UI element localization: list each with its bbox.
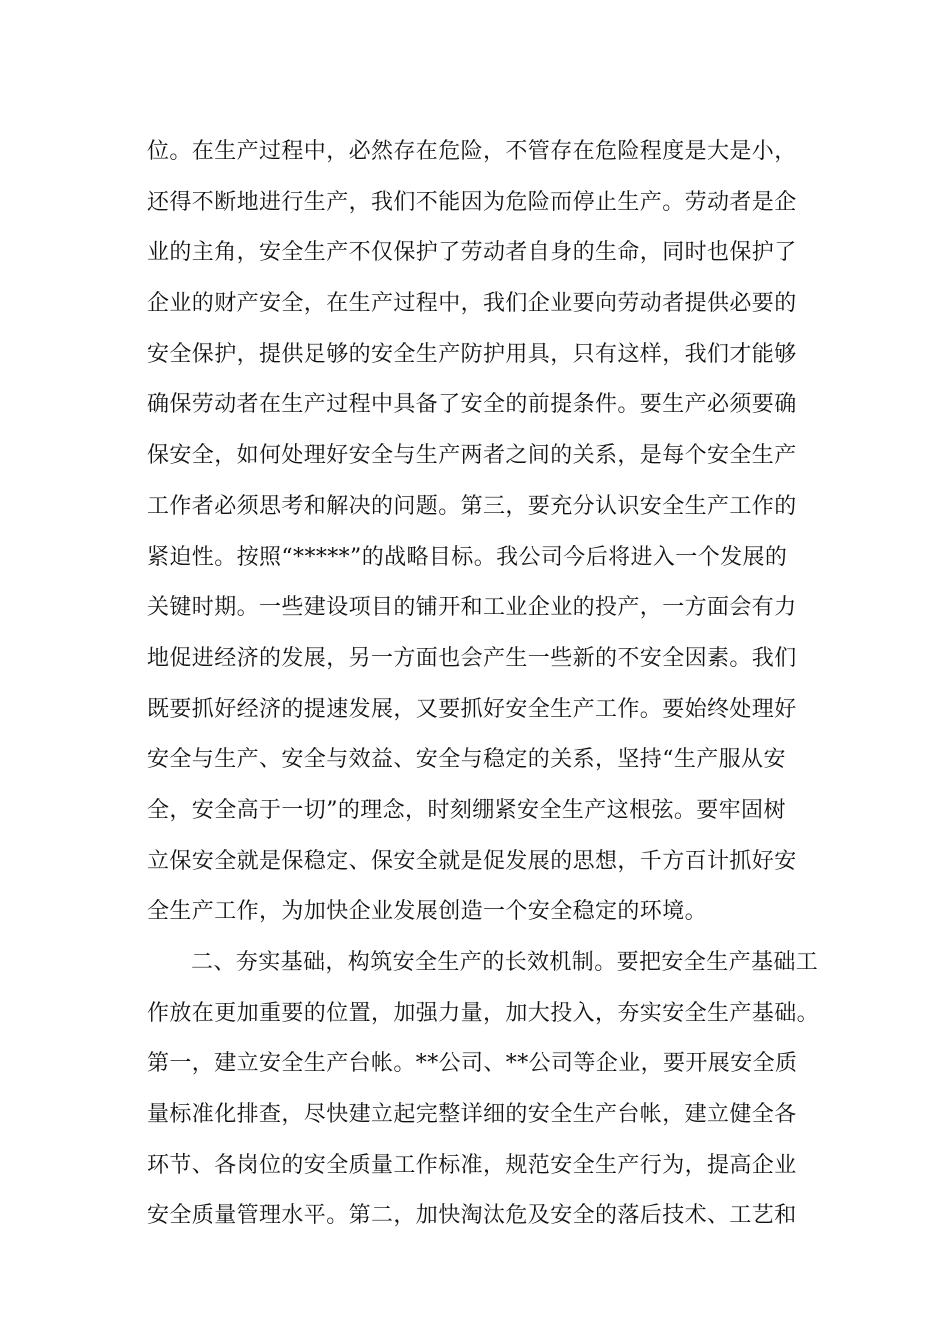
text-line: 业的主角，安全生产不仅保护了劳动者自身的生命，同时也保护了 bbox=[147, 240, 797, 266]
text-line: 安全质量管理水平。第二，加快淘汰危及安全的落后技术、工艺和 bbox=[147, 1203, 797, 1229]
text-line: 确保劳动者在生产过程中具备了安全的前提条件。要生产必须要确 bbox=[147, 392, 797, 418]
text-line: 企业的财产安全，在生产过程中，我们企业要向劳动者提供必要的 bbox=[147, 291, 797, 317]
text-line: 保安全，如何处理好安全与生产两者之间的关系，是每个安全生产 bbox=[147, 443, 797, 469]
text-line: 安全与生产、安全与效益、安全与稳定的关系，坚持“生产服从安 bbox=[147, 747, 786, 773]
text-line: 全生产工作，为加快企业发展创造一个安全稳定的环境。 bbox=[147, 899, 708, 925]
text-line: 环节、各岗位的安全质量工作标准，规范安全生产行为，提高企业 bbox=[147, 1152, 797, 1178]
text-line: 关键时期。一些建设项目的铺开和工业企业的投产，一方面会有力 bbox=[147, 595, 797, 621]
paragraph-start-line: 二、夯实基础，构筑安全生产的长效机制。要把安全生产基础工 bbox=[191, 950, 819, 975]
text-line: 作放在更加重要的位置，加强力量，加大投入，夯实安全生产基础。 bbox=[147, 1000, 820, 1026]
text-line: 工作者必须思考和解决的问题。第三，要充分认识安全生产工作的 bbox=[147, 493, 797, 519]
text-line: 还得不断地进行生产，我们不能因为危险而停止生产。劳动者是企 bbox=[147, 189, 797, 215]
text-line: 立保安全就是保稳定、保安全就是促发展的思想，千方百计抓好安 bbox=[147, 848, 797, 874]
text-line: 全，安全高于一切”的理念，时刻绷紧安全生产这根弦。要牢固树 bbox=[147, 797, 786, 823]
text-line: 第一，建立安全生产台帐。**公司、**公司等企业，要开展安全质 bbox=[147, 1051, 798, 1077]
text-line: 紧迫性。按照“*****”的战略目标。我公司今后将进入一个发展的 bbox=[147, 544, 788, 570]
text-line: 安全保护，提供足够的安全生产防护用具，只有这样，我们才能够 bbox=[147, 341, 797, 367]
text-line: 既要抓好经济的提速发展，又要抓好安全生产工作。要始终处理好 bbox=[147, 696, 797, 722]
text-line: 地促进经济的发展，另一方面也会产生一些新的不安全因素。我们 bbox=[147, 645, 797, 671]
body-text bbox=[147, 127, 820, 1242]
text-line: 量标准化排查，尽快建立起完整详细的安全生产台帐，建立健全各 bbox=[147, 1102, 797, 1128]
text-line: 位。在生产过程中，必然存在危险，不管存在危险程度是大是小， bbox=[147, 139, 797, 164]
